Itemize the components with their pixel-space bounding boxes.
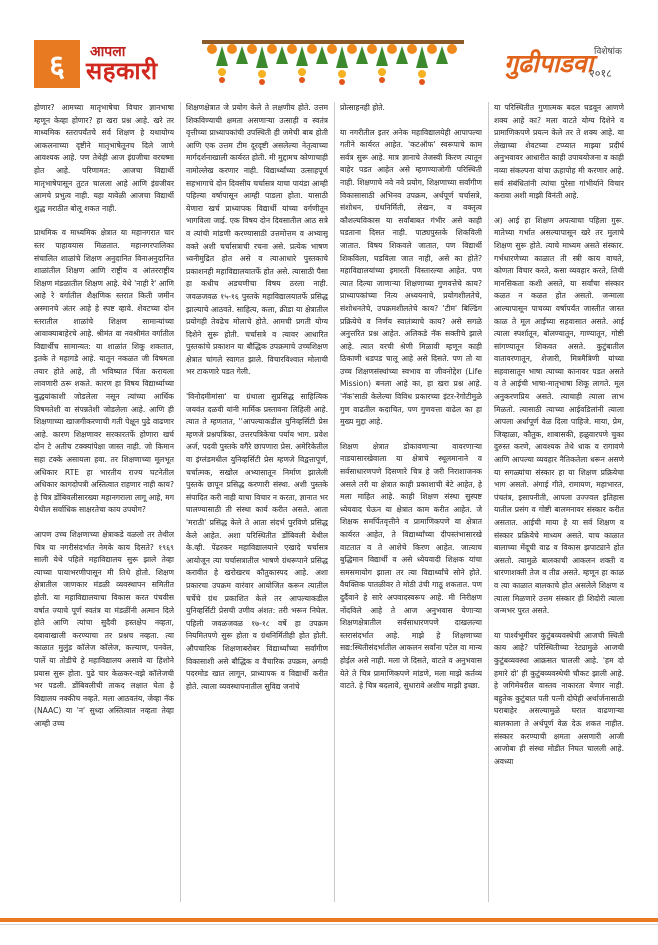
article-paragraph: या परिस्थितीत गुणात्मक बदल घडवून आणणे शक्य आहे का? मला वाटते योग्य दिशेने व प्रामाणिकपणे प्रयत्न केले तर ते शक्य आहे. या लेखाच्या शेवटच्या टप्प्यात माझ्या प्रदीर्घ अनुभवावर आधारीत काही उपाययोजना व काही नव्या संकल्पना यांचा ऊहापोह मी करणार आहे. सर्व संबंधितांनी त्यांचा पुरेसा गांभीर्याने विचार करावा अशी माझी विनंती आहे. (494, 103, 624, 201)
article-body (34, 102, 624, 902)
page-number: ६ (49, 49, 65, 84)
article-paragraph: या नगरीतील इतर अनेक महाविद्यालयेही आपापल्या गतीने कार्यरत आहेत. 'कटऑफ' स्वरूपाचे काम सर्वत्र सुरू आहे. मात्र ज्ञानाचे तेजस्वी किरण त्यातून बाहेर पडत आहेत असे म्हणण्याजोगी परिस्थिती नाही. शिक्षणाचे नवे नवे प्रयोग, शिक्षणाच्या सर्वांगीण विकासासाठी अभिनव उपक्रम, अर्थपूर्ण चर्चासत्रे, संशोधन, ग्रंथनिर्मिती, लेखन, व वक्तृत्व कौशल्यविकास या सर्वांबाबत गंभीर असे काही घडताना दिसत नाही. पाठ्यपुस्तके शिकविली जातात. विषय शिकवले जातात, पण विद्यार्थी शिकविला, घडविला जात नाही, असे का होते? महाविद्यालयांच्या इमारती विस्तारल्या आहेत. पण त्यात दिल्या जाणाऱ्या शिक्षणाच्या गुणवत्तेचे काय? प्राध्यापकांच्या नित्य अध्ययनाचे, प्रयोगशीलतेचे, संशोधनतेचे, उपक्रमशीलतेचे काय? 'टीम' बिल्डिंग प्रक्रियेचे व निर्णय स्वातंत्र्याचे काय? असे सगळे अनुत्तरित प्रश्न आहेत. अलिकडे नॅक सक्तीचे झाले आहे. त्यात वरची श्रेणी मिळावी म्हणून काही ठिकाणी धडपड चालू आहे असे दिसते. पण तो या उच्च शिक्षणसंस्थांच्या स्वभाव वा जीवनोद्देश (Life Mission) बनला आहे का, हा खरा प्रश्न आहे. 'नॅक'साठी केलेल्या विविध प्रकारच्या इंटर-रेगोटीमुळे गुण वाढतील कदाचित, पण गुणवत्ता वाढेल का हा मुख्य मुद्दा आहे. (340, 127, 482, 427)
footer-divider (0, 924, 658, 925)
article-paragraph: आपण उच्च शिक्षणाच्या क्षेत्राकडे वळलो तर तेथील चित्र या नगरीसंदर्भात नेमके काय दिसते? १९६९ साली येथे पहिले महाविद्यालय सुरू झाले तेव्हा त्याच्या पायाभरणीपासून मी तिथे होतो. शिक्षण क्षेत्रातील जाणकार मंडळी व्यवस्थापन समितीत होती. या महाविद्यालयाचा विकास करत पंचवीस वर्षात ज्याचे पूर्ण स्वतंत्र या मंडळींनी अत्मान दिले होते आणि त्यांचा सुदैवी हस्तक्षेप नव्हता, दबावाखाली करण्याचा तर प्रश्नच नव्हता. त्या काळात मुलुंड कॉलेज कॉलेज, कल्याण, पनवेल, पार्ले या तोडीचे हे महाविद्यालय असावे या हिशोने प्रयास सुरू होता. पुढे चार केळकर-वझे कॉलेजची भर पडली. डोंबिवलीची ताकद लक्षात घेता हे विद्यालय नक्कीच नव्हते. मला आठवतंय, जेव्हा नॅक (NAAC) या 'न' सुध्दा अस्तित्वात नव्हता तेव्हा आम्ही उच्च (34, 530, 174, 728)
article-paragraph: अ) आई हा शिक्षण अपत्याचा पहिला गुरू. मातेच्या गर्भात असल्यापासून खरे तर मुलाचे शिक्षण सुरू होते. त्याचे माध्यम असते संस्कार. गर्भधारणेच्या काळात ती स्त्री काय वाचते, कोणता विचार करते, कसा व्यवहार करते, तिची मानसिकता कशी असते, या सर्वांचा संस्कार कळत न कळत होत असतो. जन्माला आल्यापासून पाचव्या वर्षापर्यंत जास्तीत जास्त काळ ते मूल आईच्या सहवासात असते. आई त्याला स्पर्शातून, बोलण्यातून, गाण्यातून, गोष्टी सांगण्यातून शिकवत असते. कुटुंबातील वातावरणातून, शेजारी, मित्रमैत्रिणी यांच्या सहवासातून भाषा त्याच्या कानावर पडत असते व ते आईची भाषा-मातृभाषा शिकू लागते. मूल अनुकरणप्रिय असते. त्याचाही त्याला लाभ मिळतो. त्यासाठी त्याच्या आईवडिलांनी त्याला आपला अर्धापूर्ण वेळ दिला पाहिजे. माया, प्रेम, जिव्हाळा, कौतुक, शाबासकी, हळुवारपणे चुका दुरुस्त करणे, आवश्यक तेथे धाक व रागावणे आणि आपल्या व्यवहार नैतिकतेला धरून असणे या सगळ्यांचा संस्कार हा या शिक्षण प्रक्रियेचा भाग असतो. अंगाई गीते, रामायण, महाभारत, पंचतंत्र, इसापनीती, आपला उज्ज्वल इतिहास यातील प्रसंग व गोष्टी बालमनावर संस्कार करीत असतात. आईची माया हे या सर्व शिक्षण व संस्कार प्रक्रियेचे माध्यम असते. याच काळात बालाच्या मेंदूची वाढ व विकास झपाट्याने होत असतो. त्यामुळे बालकाची आकलन शक्ती व धारणाशक्ती तेज व तीव्र असते. म्हणून हा काळ व त्या काळात बालकाचे होत असलेले शिक्षण व त्याला मिळणारे उत्तम संस्कार ही शिदोरी त्याला जन्मभर पुरत असते. (494, 215, 624, 616)
article-column-4 (494, 102, 624, 902)
magazine-title-small: आपला (90, 44, 126, 60)
marigold-garland-icon (202, 40, 464, 88)
magazine-title: सहकारी (86, 56, 158, 85)
article-paragraph: प्रोत्साहनही होते. (340, 103, 385, 112)
article-paragraph: शिक्षणक्षेत्रात जे प्रयोग केले ते लक्षणीय होते. उत्तम शिकविण्याची क्षमता असणाऱ्या उत्साही व स्वतंत्र वृत्तीच्या प्राध्यापकांची उपस्थिती ही जमेची बाब होती आणि एक उत्तम टीम दूरदृष्टी असलेल्या नेतृत्वाच्या मार्गदर्शनाखाली कार्यरत होती. मी मुद्दामच कोणाचाही नामोल्लेख करणार नाही. विद्यार्थ्यांच्या उत्साहपूर्ण सहभागाचे दोन दिवसीय चर्चासत्र याचा पायंडा आम्ही पहिल्या वर्षापासून आम्ही पाडला होता. यासाठी येणारा खर्च प्राध्यापक विद्यार्थी यांच्या वर्गणीतून भागविला जाई. एक विषय दोन दिवसातील आठ सत्रे व त्यांची मांडणी करण्यासाठी उत्तमोत्तम व अभ्यासू वक्ते अशी चर्चासत्राची रचना असे. प्रत्येक भाषण ध्वनीमुद्रित होत असे व त्याआधारे पुस्तकाचे प्रकाशनही महाविद्यालयातर्फे होत असे. त्यासाठी पैसा हा कधीच अडचणीचा विषय ठरला नाही. जवळजवळ १५-१६ पुस्तके महाविद्यालयातर्फे प्रसिद्ध झाल्याचे आठवते. साहित्य, कला, क्रीडा या क्षेत्रातील प्रयोगही तेवढेच मोलाचे होते. आमची प्रगती योग्य दिशेने सुरू होती. चर्चासत्रे व त्यावर आधारित पुस्तकांचे प्रकाशन या बौद्धिक उपक्रमाचे उच्चशिक्षण क्षेत्रात चांगले स्वागत झाले. विचारविश्वात मोलाची भर टाकणारे पडत गेली. (186, 103, 328, 377)
special-issue-title: गुढीपाडवा (504, 49, 594, 78)
article-column-2 (186, 102, 328, 902)
special-issue-year: २०१८ (589, 67, 612, 80)
page-number-box (34, 40, 80, 88)
toran-decoration (202, 40, 464, 88)
article-paragraph: शिक्षण क्षेत्रात डोकावणाऱ्या वावरणाऱ्या नाडयासारखेवाला या क्षेत्राचे स्थूलमानाने व सर्वसाधारणपणे दिसणारे चित्र हे जरी निराशाजनक असले तरी या क्षेत्रात काही प्रकाशाची बेटे आहेत, हे मला माहित आहे. काही शिक्षण संस्था सुस्पष्ट ध्येयवाद घेऊन या क्षेत्रात काम करीत आहेत. जे शिक्षक समर्पितवृत्तीने व प्रामाणिकपणे या क्षेत्रात कार्यरत आहेत, ते विद्यार्थ्यांच्या दीपस्तंभासारखे वाटतात व ते आशेचे किरण आहेत. जात्याच बुद्धिमान विद्यार्थी व असे ध्येयवादी शिक्षक यांचा समसमायोग झाला तर त्या विद्यार्थ्यांचे सोने होते. वैयक्तिक पातळीवर ते मोठी उंची गाठू शकतात. पण दुर्दैवाने हे सारे अपवादस्वरूप आहे. मी निरीक्षण नोंदविले आहे ते आज अनुभवास येणाऱ्या शिक्षणक्षेत्रातील सर्वसाधारणपणे दाखलल्या स्तरासंदर्भात आहे. माझे हे शिक्षणाच्या सद्य:स्थितीसंदर्भातील आकलन सर्वांना पटेल वा मान्य होईल असे नाही. मला जे दिसते, वाटते व अनुभवास येते ते चित्र प्रामाणिकपणे मांडणे, मला माझे कर्तव्य वाटते. हे चित्र बदलावे, सुधारावे अशीच माझी इच्छा. (340, 441, 482, 691)
article-paragraph: होणार? आमच्या मातृभाषेचा विचार ज्ञानभाषा म्हणून केव्हा होणार? हा खरा प्रश्न आहे. खरे तर माध्यमिक स्तरापर्यंतचे सर्व शिक्षण हे यथायोग्य आकलनाच्या दृष्टीने मातृभाषेतूनच दिले जाणे आवश्यक आहे. पण तेथेही आज इंग्रजीचा वरचष्मा होत आहे. परिणामत: आजचा विद्यार्थी मातृभाषेपासून तुटत चालला आहे आणि इंग्रजीवर आमचे प्रभुत्व नाही. यहा यावेळी आजचा विद्यार्थी शुद्ध मराठीत बोलू शकत नाही. (34, 103, 174, 213)
footer-accent-bar (0, 918, 658, 922)
article-paragraph: प्राथमिक व माध्यमिक क्षेत्रात या महानगरात चार स्तर पाहावयास मिळतात. महानगरपालिका संचालित शाळांचे शिक्षण अनुदानित विनाअनुदानित शाळांतील शिक्षण आणि राष्ट्रीय व आंतरराष्ट्रीय शिक्षण मंडळातील शिक्षण आहे. येथे 'नाही रे' आणि आहे रे वर्गातील शैक्षणिक स्तरात किती जमीन अस्मानचे अंतर आहे हे स्पष्ट व्हावे. शेवटच्या दोन स्तरातील शाळांचे शिक्षण सामान्यांच्या आवाक्याबाहेरचे आहे. श्रीमंत वा नवश्रीमंत वर्गातील विद्यार्थीच सामान्यत: या शाळांत शिकू शकतात, इतके ते महागडे आहे. यातून नकळत जी विषमता तयार होते आहे, ती भविष्यात चिंता करायला लावणारी ठरू शकते. कारण हा विषय विद्यार्थ्याच्या बुद्धयांकाशी जोडलेला नसून त्यांच्या आर्थिक विषमतेशी वा संपन्नतेशी जोडलेला आहे. आणि ही शिक्षणाच्या खाजगीकरणाची गती पेक्षून पुढे वाढणार आहे. कारण शिक्षणावर सरकारतर्फे होणारा खर्च दोन टे अतीच टक्क्यांपेक्षा जास्त नाही. जो किमान सहा टक्के असायला हवा. तर शिक्षणाच्या मूलभूत अधिकार RTE हा भारतीय राज्य घटनेतील अधिकार कागदोपत्री अस्तित्वात राहणार नाही काय? हे चित्र डोंबिवलीसारख्या महानगराला लागू आहे, मग येथील सर्वाधिक साक्षरतेचा काय उपयोग? (34, 228, 174, 515)
article-column-3 (340, 102, 482, 902)
article-paragraph: 'विनोदमीमांसा' या ग्रंथाला सुप्रसिद्ध साहित्यिक जयवंत दळवी यांनी मार्मिक प्रस्तावना लिहिली आहे. त्यात ते म्हणतात, ''आपल्याकडील युनिव्हर्सिटी प्रेस म्हणजे प्रश्नपत्रिका, उत्तरपत्रिकेचा पर्याय भाग. प्रवेश अर्ज, पदवी पुस्तके वगैरे छापणारा प्रेस. अमेरिकेतील वा इंग्लंडमधील युनिव्हर्सिटी प्रेस म्हणजे विद्वत्तापूर्ण, चर्चात्मक, सखोल अभ्यासातून निर्माण झालेली पुस्तके छापून प्रसिद्ध करणारी संस्था. अशी पुस्तके संपादित करी नाही याचा विचार न करता, ज्ञानात भर घालण्यासाठी ती संस्था कार्य करीत असते. आता 'मराठी' प्रसिद्ध केले ते आता संदर्भ पुरविणे प्रसिद्ध केले आहेत. अशा परिस्थितीत डोंबिवली येथील के.व्ही. पेंढरकर महाविद्यालयाने एखादे चर्चासत्र आयोजून त्या चर्चासत्रातील भाषणे ग्रंथरूपाने प्रसिद्ध करावीत हे खरोखरच कौतुकास्पद आहे. अशा प्रकारचा उपक्रम वारंवार आयोजित करून त्यातील चर्चेचे ग्रंथ प्रकाशित केले तर आपल्याकडील युनिव्हर्सिटी प्रेसची उणीव अंशत: तरी भरून निघेल. पहिली जवळजवळ १७-१८ वर्षे हा उपक्रम नियमितपणे सुरू होता व ग्रंथनिर्मितीही होत होती. औपचारिक शिक्षणाबरोबर विद्यार्थ्यांच्या सर्वांगीण विकासाशी असे बौद्धिक व वैचारिक उपक्रम, अगदी पदरमोड खात लागून, प्राध्यापक व विद्यार्थी करीत होते. त्याला व्यवस्थापनातील सुविद्य जनांचे (186, 392, 328, 691)
article-column-1 (34, 102, 174, 902)
page-header (34, 40, 624, 88)
special-issue-label: विशेषांक (594, 47, 622, 57)
article-paragraph: या पार्श्वभूमीवर कुटुंबव्यवस्थेची आजची स्थिती काय आहे? परिस्थितीच्या रेट्यामुळे आजची कुटुंबव्यवस्था आक्रसत चालली आहे. 'हम दो हमारे दो' ही कुटुंबव्यवस्थेची चौकट झाली आहे. हे जगिमेवरील वास्तव नाकारता येणार नाही. बहुतेक कुटुंबात पती पत्नी दोघेही अर्थार्जनासाठी घराबाहेर असल्यामुळे घरात वाढणाऱ्या बालकाला ते अर्थपूर्ण वेळ देऊ शकत नाहीत. संस्कार करण्याची क्षमता असणारी आजी आजोबा ही संस्था मोडीत निघत चालली आहे. अवध्या (494, 630, 624, 766)
